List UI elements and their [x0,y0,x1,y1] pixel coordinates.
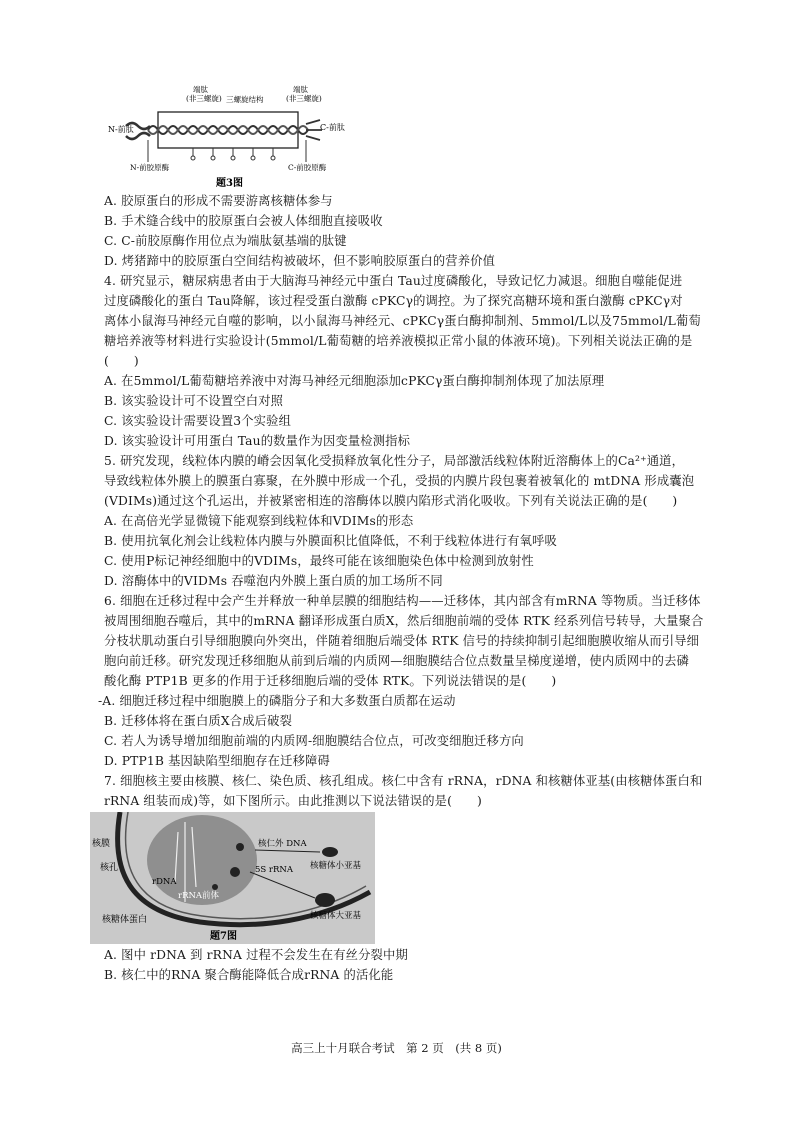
fig3-label: 端肽 [293,85,308,94]
q6-option-a: -A. 细胞迁移过程中细胞膜上的磷脂分子和大多数蛋白质都在运动 [98,694,456,708]
fig3-label: 端肽 [193,85,208,94]
fig3-label: C-前肽 [320,123,345,132]
ribosome-subunit-dot [236,843,244,851]
q4-option-a: A. 在5mmol/L葡萄糖培养液中对海马神经元细胞添加cPKCγ蛋白酶抑制剂体现了加法原理 [104,374,605,388]
fig3-label: (非三螺旋) [286,94,322,103]
q4-option-d: D. 该实验设计可用蛋白 Tau的数量作为因变量检测指标 [104,434,411,448]
q4-stem: 过度磷酸化的蛋白 Tau降解，该过程受蛋白激酶 cPKCγ的调控。为了探究高糖环境和蛋白激酶 cPKCγ对 [104,294,683,308]
q6-stem: 酸化酶 PTP1B 更多的作用于迁移细胞后端的受体 RTK。下列说法错误的是( ) [104,674,557,688]
collagen-figure [108,82,348,192]
q4-option-c: C. 该实验设计需要设置3个实验组 [104,414,292,428]
fig3-label: N-前胶原酶 [130,163,170,172]
q3-option-d: D. 烤猪蹄中的胶原蛋白空间结构被破坏，但不影响胶原蛋白的营养价值 [104,254,496,268]
q7-stem: 7. 细胞核主要由核膜、核仁、染色质、核孔组成。核仁中含有 rRNA，rDNA 和核糖体亚基(由核糖体蛋白和 [104,774,703,788]
q5-option-b: B. 使用抗氧化剂会让线粒体内膜与外膜面积比值降低，不利于线粒体进行有氧呼吸 [104,534,557,548]
q4-stem: 糖培养液等材料进行实验设计(5mmol/L葡萄糖的培养液模拟正常小鼠的体液环境)。下列相关说法正确的是 [104,334,693,348]
nucleus-figure [90,812,375,944]
q3-option-a: A. 胶原蛋白的形成不需要游离核糖体参与 [104,194,333,208]
q4-stem: 4. 研究显示，糖尿病患者由于大脑海马神经元中蛋白 Tau过度磷酸化，导致记忆力减退。细胞自噬能促进 [104,274,683,288]
fig7-label: 核仁外 DNA [258,839,307,849]
q4-stem: 离体小鼠海马神经元自噬的影响，以小鼠海马神经元、cPKCγ蛋白酶抑制剂、5mmol/L以及75mmol/L葡萄 [104,314,701,328]
q4-stem: ( ) [104,354,139,368]
fig7-label: 核糖体小亚基 [310,861,362,871]
fig7-label: 核孔 [100,863,119,873]
fig7-label: 5S rRNA [255,865,293,875]
q6-stem: 6. 细胞在迁移过程中会产生并释放一种单层膜的细胞结构——迁移体，其内部含有mRNA 等物质。当迁移体 [104,594,701,608]
fig3-label: C-前胶原酶 [288,163,327,172]
q6-option-b: B. 迁移体将在蛋白质X合成后破裂 [104,714,293,728]
q6-stem: 被周围细胞吞噬后，其中的mRNA 翻译形成蛋白质X，然后细胞前端的受体 RTK 经系列信号转导，大量聚合 [104,614,704,628]
q7-option-a: A. 图中 rDNA 到 rRNA 过程不会发生在有丝分裂中期 [104,948,408,962]
fig7-label: rRNA前体 [178,891,220,901]
q6-stem: 胞向前迁移。研究发现迁移细胞从前到后端的内质网—细胞膜结合位点数量呈梯度递增，使内质网中的去磷 [104,654,690,668]
q7-option-b: B. 核仁中的RNA 聚合酶能降低合成rRNA 的活化能 [104,968,394,982]
q6-stem: 分枝状肌动蛋白引导细胞膜向外突出，伴随着细胞后端受体 RTK 信号的持续抑制引起细胞膜收缩从而引导细 [104,634,700,648]
q4-option-b: B. 该实验设计可不设置空白对照 [104,394,284,408]
q5-stem: (VDIMs)通过这个孔运出，并被紧密相连的溶酶体以膜内陷形式消化吸收。下列有关说法正确的是( ) [104,494,678,508]
fig7-label: 核糖体大亚基 [310,911,362,921]
fig7-label: rDNA [152,877,177,887]
fig7-caption: 题7图 [210,931,237,942]
q3-option-c: C. C-前胶原酶作用位点为端肽氨基端的肽键 [104,234,347,248]
q5-stem: 5. 研究发现，线粒体内膜的嵴会因氧化受损释放氧化性分子，局部激活线粒体附近溶酶体上的Ca²⁺通道， [104,454,685,468]
large-subunit-icon [315,893,335,907]
fig3-label: 三螺旋结构 [226,95,264,104]
q5-stem: 导致线粒体外膜上的膜蛋白寡聚，在外膜中形成一个孔，受损的内膜片段包裹着被氧化的 mtDNA 形成囊泡 [104,474,695,488]
q6-option-d: D. PTP1B 基因缺陷型细胞存在迁移障碍 [104,754,330,768]
ribosome-subunit-dot [212,884,218,890]
q5-option-a: A. 在高倍光学显微镜下能观察到线粒体和VDIMs的形态 [104,514,414,528]
page-footer: 高三上十月联合考试 第 2 页 (共 8 页) [291,1041,502,1055]
q7-stem: rRNA 组装而成)等，如下图所示。由此推测以下说法错误的是( ) [104,794,482,808]
fig7-label: 核糖体蛋白 [102,915,148,925]
q3-option-b: B. 手术缝合线中的胶原蛋白会被人体细胞直接吸收 [104,214,383,228]
ribosome-subunit-dot [230,867,240,877]
small-subunit-icon [322,847,338,857]
fig7-label: 核膜 [92,839,111,849]
q6-option-c: C. 若人为诱导增加细胞前端的内质网-细胞膜结合位点，可改变细胞迁移方向 [104,734,524,748]
fig3-caption: 题3图 [216,178,243,189]
ligand-markers [191,148,275,160]
fig3-label: (非三螺旋) [186,94,222,103]
fig3-label: N-前肽 [108,125,134,134]
q5-option-c: C. 使用P标记神经细胞中的VDIMs，最终可能在该细胞染色体中检测到放射性 [104,554,534,568]
q5-option-d: D. 溶酶体中的VIDMs 吞噬泡内外膜上蛋白质的加工场所不同 [104,574,443,588]
